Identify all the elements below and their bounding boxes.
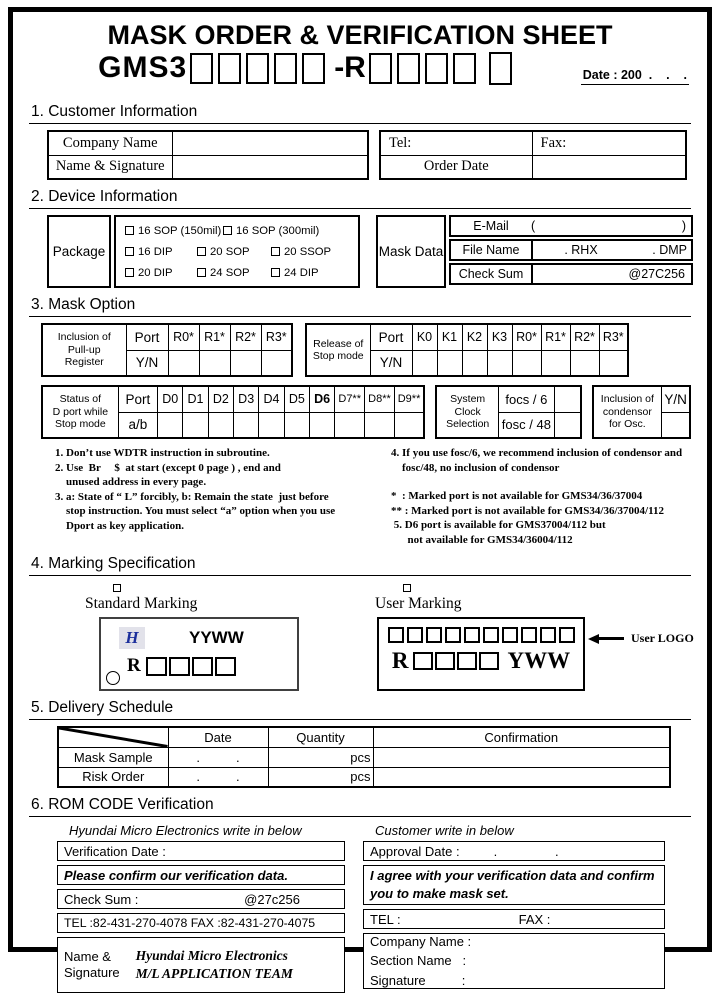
mask-option-notes — [55, 446, 691, 547]
user-marking-col — [365, 582, 694, 691]
port-name: D4 — [259, 386, 284, 412]
digit-box[interactable] — [457, 652, 477, 670]
clock-label: System Clock Selection — [436, 386, 498, 438]
logo-box[interactable] — [407, 627, 423, 643]
ab-label: a/b — [118, 412, 157, 438]
digit-box[interactable] — [425, 53, 448, 84]
fill-cell[interactable] — [208, 412, 233, 438]
pullup-table — [41, 323, 293, 377]
checkbox-icon[interactable] — [197, 268, 206, 277]
confirm-note — [57, 865, 345, 885]
r-prefix: R — [391, 648, 409, 674]
yyww-code: YYWW — [189, 628, 244, 648]
package-option-label: 16 DIP — [138, 245, 173, 258]
fill-cell[interactable] — [183, 412, 208, 438]
package-row — [125, 262, 358, 283]
port-name: K2 — [462, 324, 487, 350]
check-sum-value: @27c256 — [244, 891, 300, 907]
digit-box[interactable] — [190, 53, 213, 84]
customer-table-right — [379, 130, 687, 180]
logo-box[interactable] — [502, 627, 518, 643]
fill-cell[interactable] — [309, 412, 334, 438]
checkbox-icon[interactable] — [197, 247, 206, 256]
package-option[interactable] — [125, 246, 197, 258]
customer-info — [47, 130, 691, 180]
check-sum-label: Check Sum — [451, 265, 533, 283]
fax-label[interactable]: Fax: — [532, 131, 686, 155]
approval-date-label: Approval Date : — [370, 843, 460, 859]
row-label: Mask Sample — [58, 747, 168, 767]
digit-box[interactable] — [489, 52, 512, 85]
diagonal-cell — [58, 727, 168, 747]
package-table — [47, 215, 360, 288]
customer-identity-labels: Company Name : Section Name : Signature : — [370, 933, 472, 988]
checkbox-icon[interactable] — [271, 247, 280, 256]
logo-box[interactable] — [426, 627, 442, 643]
port-name: D8** — [365, 386, 395, 412]
r-prefix: R — [127, 655, 141, 677]
model-mid: -R — [334, 51, 366, 84]
page-title: MASK ORDER & VERIFICATION SHEET — [107, 20, 613, 50]
fill-cell[interactable] — [662, 412, 690, 438]
yn-label: Y/N — [126, 350, 168, 376]
team-line1: Hyundai Micro Electronics — [135, 947, 288, 963]
package-options — [114, 215, 360, 288]
name-signature-box[interactable] — [57, 937, 345, 993]
model-digit-boxes-2 — [369, 53, 476, 84]
digit-box[interactable] — [453, 53, 476, 84]
dport-table — [41, 385, 425, 439]
package-row — [125, 220, 358, 241]
customer-column-header: Customer write in below — [375, 823, 514, 839]
port-header: Port — [126, 324, 168, 350]
note-4: 4. If you use fosc/6, we recommend inclusion of condensor and fosc/48, no inclusion of condensor — [391, 447, 683, 474]
port-name: D9** — [394, 386, 424, 412]
section2-heading: 2. Device Information — [29, 188, 691, 209]
package-option-label: 20 SSOP — [284, 245, 332, 258]
logo-box[interactable] — [559, 627, 575, 643]
digit-box[interactable] — [435, 652, 455, 670]
port-name: D5 — [284, 386, 309, 412]
fill-cell[interactable] — [554, 412, 580, 438]
port-name: K3 — [487, 324, 512, 350]
dmp-ext: . DMP — [652, 243, 687, 257]
package-label: Package — [47, 215, 111, 288]
port-name: R0* — [512, 324, 541, 350]
digit-box[interactable] — [479, 652, 499, 670]
yn-label: Y/N — [370, 350, 412, 376]
digit-box[interactable] — [192, 657, 213, 676]
customer-tel-label: TEL : — [370, 911, 401, 927]
marking-spec — [75, 582, 694, 691]
section5-heading: 5. Delivery Schedule — [29, 699, 691, 720]
date-field[interactable]: Date : 200 . . . — [581, 68, 689, 85]
package-option[interactable] — [223, 225, 319, 237]
file-name-field[interactable] — [533, 243, 691, 257]
confirm-note-text: Please confirm our verification data. — [64, 867, 288, 883]
digit-box[interactable] — [215, 657, 236, 676]
digit-box[interactable] — [218, 53, 241, 84]
model-prefix: GMS3 — [98, 51, 188, 84]
user-logo-boxes — [379, 627, 583, 643]
fill-cell[interactable] — [512, 350, 541, 376]
col-header-date: Date — [168, 727, 268, 747]
clock-table — [435, 385, 581, 439]
form-sheet — [8, 7, 712, 988]
customer-tel-fax-field[interactable] — [363, 909, 665, 929]
section3-heading: 3. Mask Option — [29, 296, 691, 317]
release-stop-table — [305, 323, 629, 377]
tel-fax-text: TEL :82-431-270-4078 FAX :82-431-270-4075 — [64, 916, 316, 931]
company-name-label: Company Name — [48, 131, 172, 155]
release-label: Release of Stop mode — [306, 324, 370, 376]
user-marking-box — [377, 617, 585, 691]
fill-cell[interactable] — [599, 350, 628, 376]
team-line2: M/L APPLICATION TEAM — [135, 966, 293, 982]
fill-cell[interactable] — [199, 350, 230, 376]
standard-marking-top — [119, 627, 297, 649]
col-header-confirmation: Confirmation — [373, 727, 670, 747]
user-logo-arrow-icon — [588, 631, 694, 646]
note-asterisks: * : Marked port is not available for GMS34/36/37004 ** : Marked port is not available for GMS34/36/37004/112 5. D6 port is available for GMS37004/112 but not available for GMS34/36004/112 — [391, 490, 664, 546]
package-option[interactable] — [197, 246, 271, 258]
approval-date-dots: . . — [493, 843, 559, 859]
rom-code-verification — [57, 823, 691, 997]
port-name: D1 — [183, 386, 208, 412]
tel-label[interactable]: Tel: — [380, 131, 532, 155]
quantity-cell[interactable]: pcs — [268, 747, 373, 767]
package-option-label: 16 SOP (300mil) — [236, 224, 320, 237]
port-name: K1 — [437, 324, 462, 350]
port-name: R3* — [599, 324, 628, 350]
standard-marking-label: Standard Marking — [85, 595, 198, 613]
arrow-line — [599, 637, 624, 640]
arrow-head-icon — [588, 634, 599, 644]
package-option-label: 20 SOP — [210, 245, 250, 258]
standard-marking-box — [99, 617, 299, 691]
hme-column-header: Hyundai Micro Electronics write in below — [69, 823, 302, 839]
fill-cell[interactable] — [412, 350, 437, 376]
order-date-label: Order Date — [380, 155, 532, 179]
fill-cell[interactable] — [261, 350, 292, 376]
port-name: D3 — [234, 386, 259, 412]
port-name: K0 — [412, 324, 437, 350]
fill-cell[interactable] — [462, 350, 487, 376]
diagonal-line — [59, 728, 168, 747]
checkbox-icon[interactable] — [271, 268, 280, 277]
digit-box[interactable] — [246, 53, 269, 84]
file-name-row — [449, 239, 693, 261]
port-name: R2* — [230, 324, 261, 350]
port-name: R0* — [168, 324, 199, 350]
mask-data-rows — [449, 215, 693, 288]
digit-box[interactable] — [302, 53, 325, 84]
notes-left: 1. Don’t use WDTR instruction in subroutine. 2. Use Br $ at start (except 0 page ) , end and unused address in every page. 3. a: State of “ L” forcibly, b: Remain the state just before stop instruction. You must select “a” option when you use Dport as key application. — [55, 447, 336, 532]
dport-label: Status of D port while Stop mode — [42, 386, 118, 438]
package-option-label: 24 DIP — [284, 266, 319, 279]
fill-cell[interactable] — [487, 350, 512, 376]
date-cell[interactable]: . . — [168, 767, 268, 787]
condensor-label: Inclusion of condensor for Osc. — [593, 386, 662, 438]
logo-box[interactable] — [483, 627, 499, 643]
order-date-field[interactable] — [532, 155, 686, 179]
package-option[interactable] — [271, 267, 319, 279]
logo-letter: H — [125, 628, 139, 648]
confirmation-cell[interactable] — [373, 767, 670, 787]
email-row — [449, 215, 693, 237]
digit-box[interactable] — [397, 53, 420, 84]
port-name: R1* — [199, 324, 230, 350]
verification-date-field[interactable] — [57, 841, 345, 861]
customer-identity-box[interactable] — [363, 933, 665, 989]
yn-label: Y/N — [662, 386, 690, 412]
digit-box[interactable] — [274, 53, 297, 84]
checkbox-icon[interactable] — [125, 247, 134, 256]
section6-heading: 6. ROM CODE Verification — [29, 796, 691, 817]
clock-option: fosc / 48 — [499, 412, 555, 438]
hme-column — [57, 823, 345, 997]
fill-cell[interactable] — [394, 412, 424, 438]
logo-box[interactable] — [540, 627, 556, 643]
fill-cell[interactable] — [168, 350, 199, 376]
customer-table-left — [47, 130, 369, 180]
user-marking-wrap — [365, 617, 694, 691]
mask-option-row-a — [41, 323, 691, 377]
fill-cell[interactable] — [554, 386, 580, 412]
logo-box[interactable] — [464, 627, 480, 643]
name-signature-label: Name & Signature — [48, 155, 172, 179]
digit-box[interactable] — [413, 652, 433, 670]
agree-note — [363, 865, 665, 905]
mask-data-table — [376, 215, 693, 288]
fill-cell[interactable] — [365, 412, 395, 438]
mask-option-row-b — [41, 385, 691, 439]
standard-marking-col — [75, 582, 299, 691]
package-row — [125, 241, 358, 262]
fill-cell[interactable] — [158, 412, 183, 438]
company-name-field[interactable] — [172, 131, 368, 155]
check-sum-value: @27C256 — [628, 267, 685, 281]
port-name: R3* — [261, 324, 292, 350]
port-name: D6 — [309, 386, 334, 412]
agree-note-text: I agree with your verification data and confirm you to make mask set. — [370, 867, 655, 902]
logo-box[interactable] — [521, 627, 537, 643]
approval-date-field[interactable] — [363, 841, 665, 861]
table-row — [58, 767, 670, 787]
port-name: R2* — [570, 324, 599, 350]
date-cell[interactable]: . . — [168, 747, 268, 767]
customer-fax-label: FAX : — [518, 911, 551, 927]
fill-cell[interactable] — [234, 412, 259, 438]
port-name: D0 — [158, 386, 183, 412]
section1-heading: 1. Customer Information — [29, 103, 691, 124]
yww-code: YWW — [507, 648, 571, 674]
fill-cell[interactable] — [437, 350, 462, 376]
model-number — [29, 51, 581, 85]
mask-data-label: Mask Data — [376, 215, 446, 288]
confirmation-cell[interactable] — [373, 747, 670, 767]
fill-cell[interactable] — [259, 412, 284, 438]
package-option[interactable] — [197, 267, 271, 279]
user-logo-caption: User LOGO — [631, 631, 694, 646]
paren-close: ) — [681, 219, 686, 233]
logo-box[interactable] — [388, 627, 404, 643]
port-header: Port — [118, 386, 157, 412]
package-option-label: 16 SOP (150mil) — [138, 224, 222, 237]
fill-cell[interactable] — [570, 350, 599, 376]
digit-box[interactable] — [369, 53, 392, 84]
checkbox-icon[interactable] — [113, 584, 121, 592]
hyundai-logo-icon — [119, 627, 145, 649]
checkbox-icon[interactable] — [223, 226, 232, 235]
package-option[interactable] — [271, 246, 331, 258]
tel-fax-line — [57, 913, 345, 933]
fill-cell[interactable] — [335, 412, 365, 438]
checkbox-icon[interactable] — [403, 584, 411, 592]
package-option-label: 20 DIP — [138, 266, 173, 279]
model-digit-boxes — [190, 53, 325, 84]
port-name: D7** — [335, 386, 365, 412]
table-row — [58, 747, 670, 767]
paren-open: ( — [531, 219, 536, 233]
checkbox-icon[interactable] — [125, 226, 134, 235]
col-header-quantity: Quantity — [268, 727, 373, 747]
port-name: D2 — [208, 386, 233, 412]
package-option-label: 24 SOP — [210, 266, 250, 279]
quantity-cell[interactable]: pcs — [268, 767, 373, 787]
check-sum-field[interactable] — [533, 267, 691, 281]
file-name-label: File Name — [451, 241, 533, 259]
circle-mark-icon — [106, 671, 120, 685]
digit-box[interactable] — [169, 657, 190, 676]
customer-column — [363, 823, 665, 997]
team-signature — [136, 947, 293, 983]
device-info — [47, 215, 691, 288]
name-signature-label: Name & Signature — [64, 948, 120, 981]
clock-option: focs / 6 — [499, 386, 555, 412]
port-name: R1* — [541, 324, 570, 350]
notes-right — [391, 446, 691, 547]
check-sum-label: Check Sum : — [64, 891, 139, 907]
check-sum-field[interactable] — [57, 889, 345, 909]
port-header: Port — [370, 324, 412, 350]
checkbox-icon[interactable] — [125, 268, 134, 277]
digit-box[interactable] — [146, 657, 167, 676]
condensor-table — [592, 385, 691, 439]
name-signature-field[interactable] — [172, 155, 368, 179]
package-option[interactable] — [125, 225, 223, 237]
fill-cell[interactable] — [230, 350, 261, 376]
row-label: Risk Order — [58, 767, 168, 787]
section4-heading: 4. Marking Specification — [29, 555, 691, 576]
user-marking-code — [379, 648, 583, 674]
check-sum-row — [449, 263, 693, 285]
rhx-ext: . RHX — [564, 243, 598, 257]
verification-date-label: Verification Date : — [64, 843, 166, 859]
fill-cell[interactable] — [541, 350, 570, 376]
standard-marking-code — [127, 655, 297, 677]
email-label: E-Mail — [473, 219, 509, 233]
pullup-label: Inclusion of Pull-up Register — [42, 324, 126, 376]
user-marking-label: User Marking — [375, 595, 462, 613]
package-option[interactable] — [125, 267, 197, 279]
fill-cell[interactable] — [284, 412, 309, 438]
logo-box[interactable] — [445, 627, 461, 643]
model-row — [29, 51, 691, 95]
delivery-table — [57, 726, 671, 788]
